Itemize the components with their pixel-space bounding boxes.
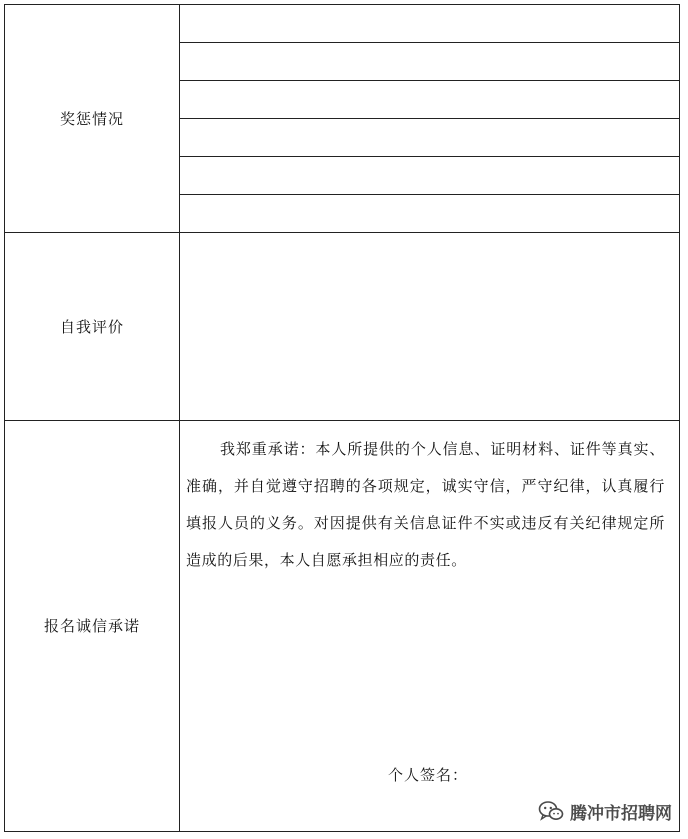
pledge-label: 报名诚信承诺	[5, 420, 180, 831]
pledge-row	[5, 420, 680, 831]
pledge-text: 我郑重承诺：本人所提供的个人信息、证明材料、证件等真实、准确，并自觉遵守招聘的各项规定，诚实守信，严守纪律，认真履行填报人员的义务。对因提供有关信息证件不实或违反有关纪律规定所造成的后果，本人自愿承担相应的责任。	[186, 439, 665, 569]
wechat-icon	[538, 800, 564, 822]
awards-field-5[interactable]	[180, 157, 680, 195]
awards-row-1	[5, 5, 680, 43]
signature-label[interactable]: 个人签名：	[388, 765, 469, 784]
self-eval-field[interactable]	[180, 233, 680, 420]
self-eval-row	[5, 233, 680, 420]
awards-field-2[interactable]	[180, 43, 680, 81]
watermark-text: 腾冲市招聘网	[570, 803, 672, 824]
self-eval-label: 自我评价	[5, 233, 180, 420]
awards-field-4[interactable]	[180, 119, 680, 157]
watermark	[538, 800, 672, 822]
awards-label: 奖惩情况	[5, 5, 180, 233]
pledge-content-cell	[180, 420, 680, 831]
application-form-table	[4, 4, 680, 832]
awards-field-1[interactable]	[180, 5, 680, 43]
awards-field-6[interactable]	[180, 195, 680, 233]
awards-field-3[interactable]	[180, 81, 680, 119]
